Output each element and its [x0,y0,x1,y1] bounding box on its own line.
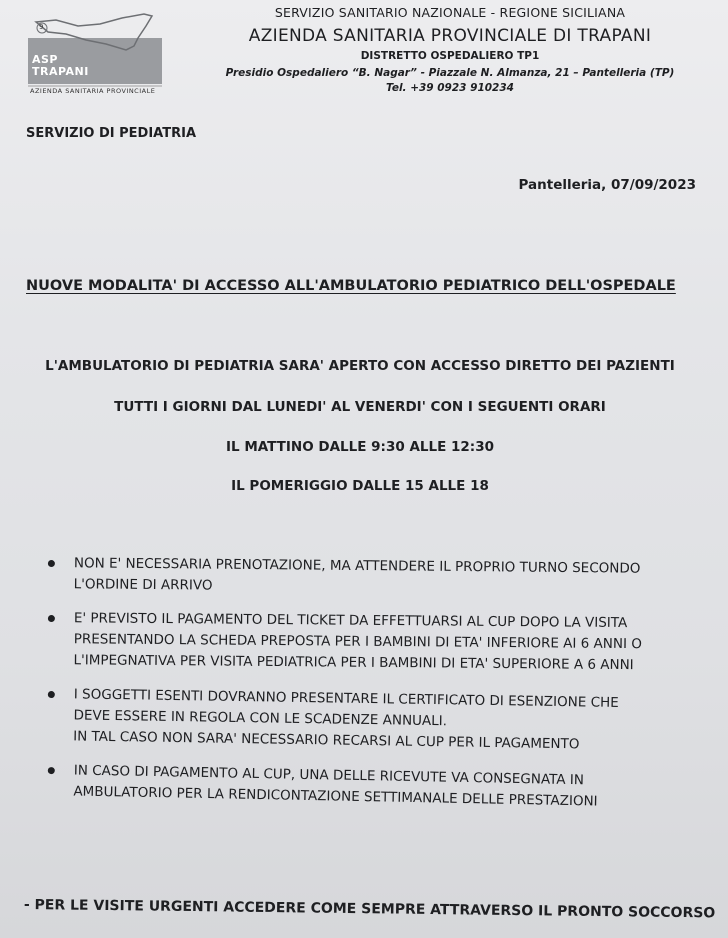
announcement-hours-afternoon: IL POMERIGGIO DALLE 15 ALLE 18 [231,478,489,494]
bullet-line: PRESENTANDO LA SCHEDA PREPOSTA PER I BAMBINI DI ETA' INFERIORE AI 6 ANNI O [73,631,642,653]
bullet-line: NON E' NECESSARIA PRENOTAZIONE, MA ATTENDERE IL PROPRIO TURNO SECONDO [73,555,641,577]
bullet-icon [48,767,55,774]
list-item [48,553,698,601]
header-line-3: DISTRETTO OSPEDALIERO TP1 [360,50,540,62]
header-line-2: AZIENDA SANITARIA PROVINCIALE DI TRAPANI [248,26,652,46]
bullet-line: E' PREVISTO IL PAGAMENTO DEL TICKET DA EFFETTUARSI AL CUP DOPO LA VISITA [73,610,628,632]
list-item [47,684,698,757]
header-line-1: SERVIZIO SANITARIO NAZIONALE - REGIONE SICILIANA [274,5,626,20]
bullet-line: DEVE ESSERE IN REGOLA CON LE SCADENZE ANNUALI. [73,707,448,730]
announcement-line-1: L'AMBULATORIO DI PEDIATRIA SARA' APERTO CON ACCESSO DIRETTO DEI PAZIENTI [45,358,675,374]
announcement-hours-morning: IL MATTINO DALLE 9:30 ALLE 12:30 [226,439,494,455]
announcement-line-2: TUTTI I GIORNI DAL LUNEDI' AL VENERDI' CON I SEGUENTI ORARI [114,399,606,415]
logo-badge: 9 [39,23,44,31]
bullet-icon [48,615,55,622]
urgent-visits-note: - PER LE VISITE URGENTI ACCEDERE COME SEMPRE ATTRAVERSO IL PRONTO SOCCORSO [23,897,716,922]
bullet-line: IN TAL CASO NON SARA' NECESSARIO RECARSI AL CUP PER IL PAGAMENTO [73,728,580,753]
bullet-line: L'ORDINE DI ARRIVO [73,576,213,594]
asp-trapani-logo [26,10,166,96]
bullet-line: I SOGGETTI ESENTI DOVRANNO PRESENTARE IL CERTIFICATO DI ESENZIONE CHE [73,686,619,711]
header-phone: Tel. +39 0923 910234 [386,82,514,94]
bullet-line: IN CASO DI PAGAMENTO AL CUP, UNA DELLE RICEVUTE VA CONSEGNATA IN [73,762,585,789]
bullet-icon [48,560,55,567]
bullet-icon [48,691,55,698]
list-item [47,608,698,677]
list-item [47,760,698,814]
logo-asp: ASP [32,53,58,66]
bullet-list [48,553,698,815]
service-name: SERVIZIO DI PEDIATRIA [26,126,197,141]
document-title: NUOVE MODALITA' DI ACCESSO ALL'AMBULATORIO PEDIATRICO DELL'OSPEDALE [26,278,676,294]
header-address: Presidio Ospedaliero “B. Nagar” - Piazzale N. Almanza, 21 – Pantelleria (TP) [225,67,675,79]
bullet-line: AMBULATORIO PER LA RENDICONTAZIONE SETTIMANALE DELLE PRESTAZIONI [73,783,598,810]
logo-subtitle: AZIENDA SANITARIA PROVINCIALE [30,87,156,95]
logo-city: TRAPANI [32,65,89,78]
document-date: Pantelleria, 07/09/2023 [518,177,696,193]
bullet-line: L'IMPEGNATIVA PER VISITA PEDIATRICA PER I BAMBINI DI ETA' SUPERIORE A 6 ANNI [73,652,634,674]
